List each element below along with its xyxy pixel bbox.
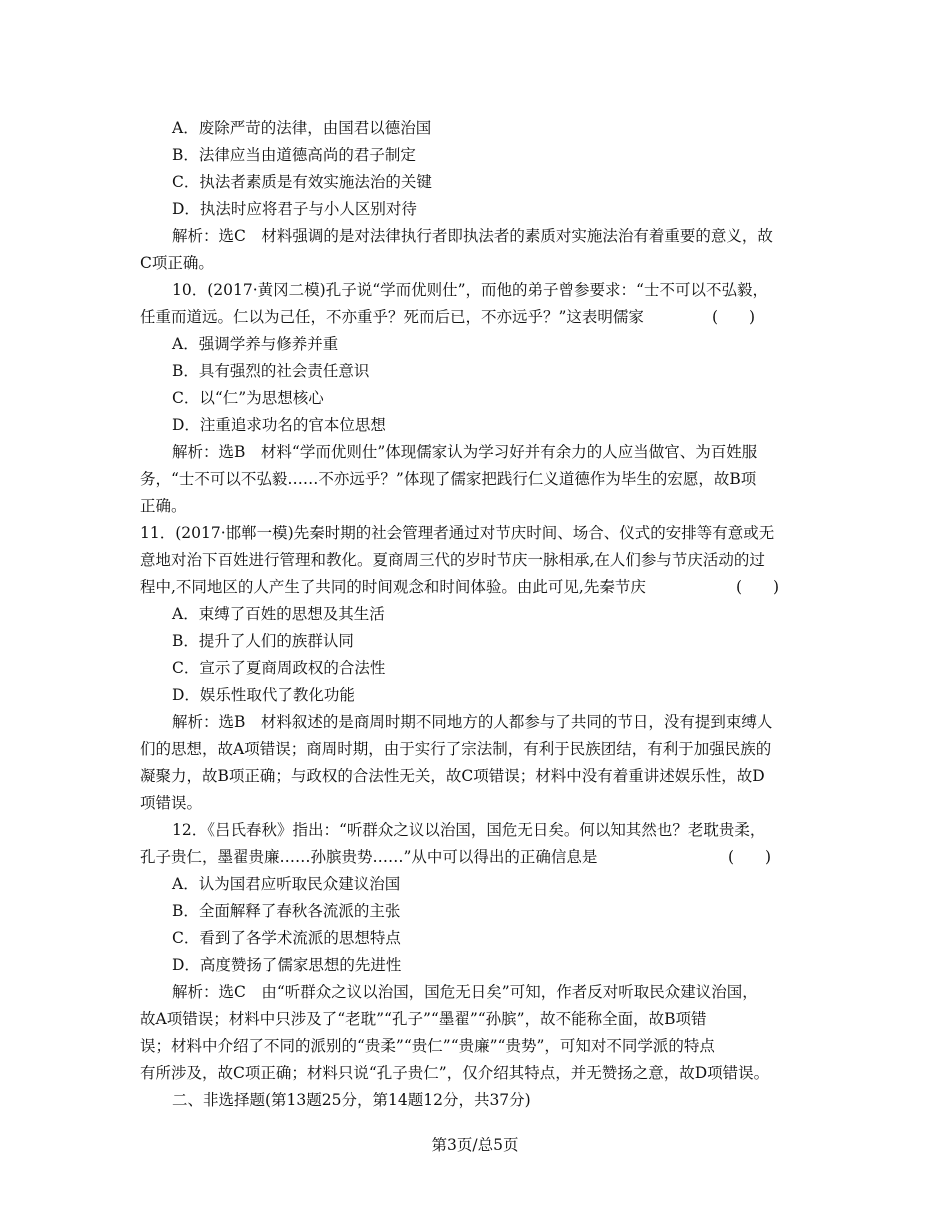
q11-analysis-line-1: 解析：选B 材料叙述的是商周时期不同地方的人都参与了共同的节日，没有提到束缚人 bbox=[172, 713, 773, 731]
q9-analysis-line-2: C项正确。 bbox=[140, 254, 214, 272]
q12-option-b: B．全面解释了春秋各流派的主张 bbox=[172, 902, 401, 920]
q10-option-d: D．注重追求功名的官本位思想 bbox=[172, 416, 386, 434]
q11-stem-line-2: 意地对治下百姓进行管理和教化。夏商周三代的岁时节庆一脉相承,在人们参与节庆活动的过 bbox=[140, 551, 765, 569]
q11-analysis-line-4: 项错误。 bbox=[140, 794, 203, 812]
q11-option-c: C．宣示了夏商周政权的合法性 bbox=[172, 659, 386, 677]
page-footer: 第3页/总5页 bbox=[431, 1136, 519, 1154]
q11-option-b: B．提升了人们的族群认同 bbox=[172, 632, 354, 650]
section-2-heading: 二、非选择题(第13题25分，第14题12分，共37分) bbox=[172, 1091, 531, 1109]
q11-option-a: A．束缚了百姓的思想及其生活 bbox=[172, 605, 385, 623]
q12-analysis-line-3: 误；材料中介绍了不同的派别的“贵柔”“贵仁”“贵廉”“贵势”，可知对不同学派的特点 bbox=[140, 1037, 715, 1055]
q12-option-d: D．高度赞扬了儒家思想的先进性 bbox=[172, 956, 402, 974]
q12-analysis-line-2: 故A项错误；材料中只涉及了“老耽”“孔子”“墨翟”“孙膑”，故不能称全面，故B项错 bbox=[140, 1010, 707, 1028]
q10-stem-line-1: 10．(2017·黄冈二模)孔子说“学而优则仕”，而他的弟子曾参要求：“士不可以不弘毅， bbox=[172, 281, 768, 299]
q10-analysis-line-2: 务，“士不可以不弘毅……不亦远乎？”体现了儒家把践行仁义道德作为毕生的宏愿，故B项 bbox=[140, 470, 757, 488]
q12-option-a: A．认为国君应听取民众建议治国 bbox=[172, 875, 401, 893]
q12-stem-line-1: 12．《吕氏春秋》指出：“听群众之议以治国，国危无日矣。何以知其然也？老耽贵柔， bbox=[172, 821, 766, 839]
q12-option-c: C．看到了各学术流派的思想特点 bbox=[172, 929, 401, 947]
q11-option-d: D．娱乐性取代了教化功能 bbox=[172, 686, 355, 704]
q10-stem-line-2: 任重而道远。仁以为己任，不亦重乎？死而后已，不亦远乎？”这表明儒家 bbox=[140, 308, 644, 326]
q12-stem-line-2: 孔子贵仁，墨翟贵廉……孙膑贵势……”从中可以得出的正确信息是 bbox=[140, 848, 598, 866]
q11-analysis-line-3: 凝聚力，故B项正确；与政权的合法性无关，故C项错误；材料中没有着重讲述娱乐性，故D bbox=[140, 767, 765, 785]
q12-answer-blank: ( ) bbox=[728, 848, 772, 866]
q9-option-a: A．废除严苛的法律，由国君以德治国 bbox=[172, 119, 432, 137]
q9-option-d: D．执法时应将君子与小人区别对待 bbox=[172, 200, 417, 218]
q10-analysis-line-1: 解析：选B 材料“学而优则仕”体现儒家认为学习好并有余力的人应当做官、为百姓服 bbox=[172, 443, 758, 461]
q9-analysis-line-1: 解析：选C 材料强调的是对法律执行者即执法者的素质对实施法治有着重要的意义，故 bbox=[172, 227, 773, 245]
q12-analysis-line-4: 有所涉及，故C项正确；材料只说“孔子贵仁”，仅介绍其特点，并无赞扬之意，故D项错误。 bbox=[140, 1064, 770, 1082]
q10-option-a: A．强调学养与修养并重 bbox=[172, 335, 339, 353]
q10-analysis-line-3: 正确。 bbox=[140, 497, 187, 515]
q10-option-b: B．具有强烈的社会责任意识 bbox=[172, 362, 370, 380]
q9-option-b: B．法律应当由道德高尚的君子制定 bbox=[172, 146, 416, 164]
q11-answer-blank: ( ) bbox=[736, 578, 780, 596]
q10-answer-blank: ( ) bbox=[712, 308, 756, 326]
q9-option-c: C．执法者素质是有效实施法治的关键 bbox=[172, 173, 432, 191]
q11-analysis-line-2: 们的思想，故A项错误；商周时期，由于实行了宗法制，有利于民族团结，有利于加强民族的 bbox=[140, 740, 772, 758]
q11-stem-line-3: 程中,不同地区的人产生了共同的时间观念和时间体验。由此可见,先秦节庆 bbox=[140, 578, 646, 596]
q11-stem-line-1: 11．(2017·邯郸一模)先秦时期的社会管理者通过对节庆时间、场合、仪式的安排等有意或无 bbox=[140, 524, 775, 542]
q12-analysis-line-1: 解析：选C 由“听群众之议以治国，国危无日矣”可知，作者反对听取民众建议治国， bbox=[172, 983, 758, 1001]
q10-option-c: C．以“仁”为思想核心 bbox=[172, 389, 324, 407]
